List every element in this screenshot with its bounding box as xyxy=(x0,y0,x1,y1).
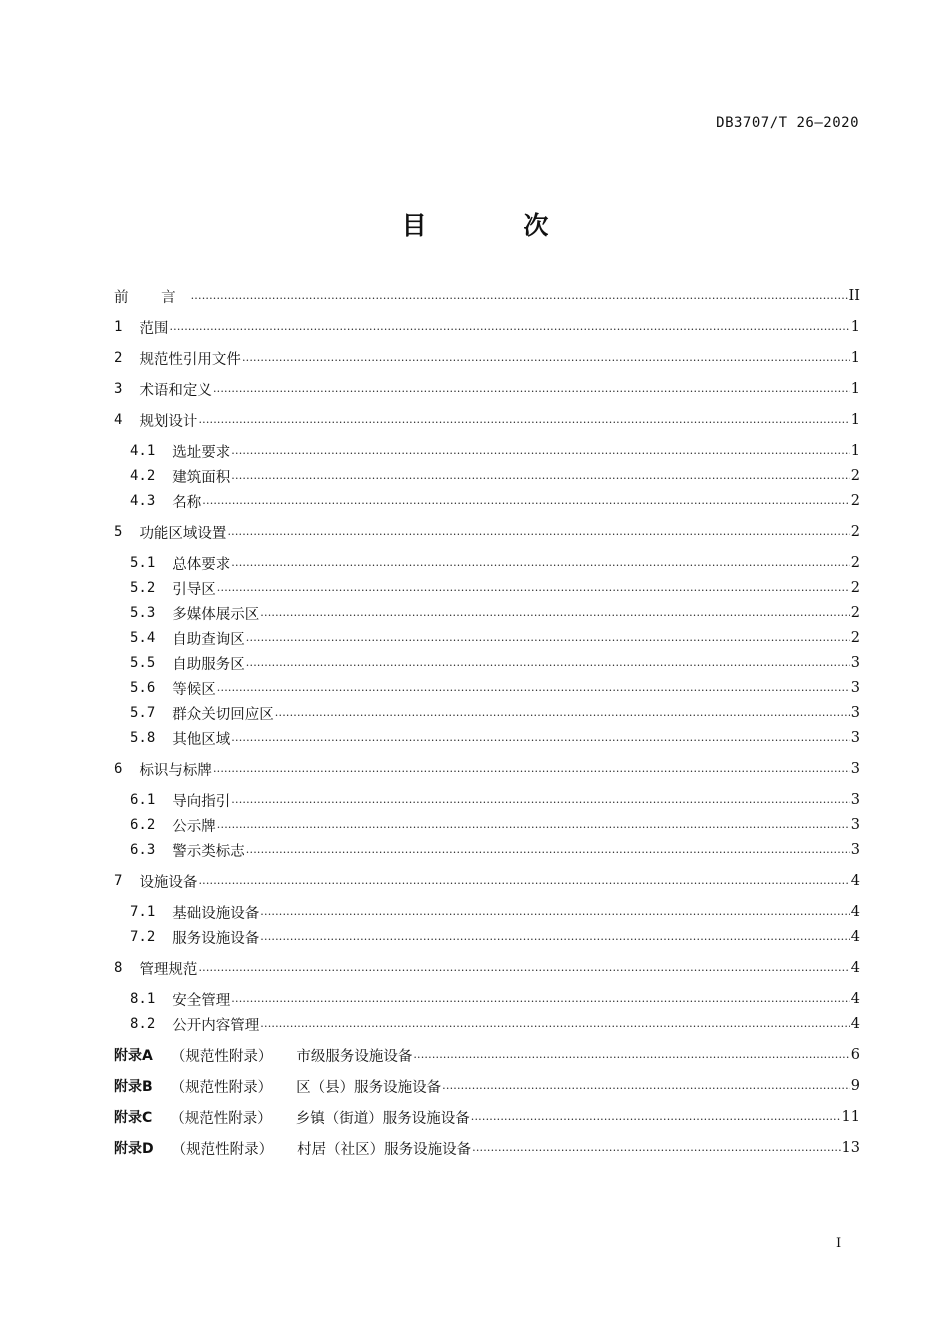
toc-subsection-entry[interactable] xyxy=(114,439,860,463)
document-number: DB3707/T 26—2020 xyxy=(716,115,859,131)
toc-entry-label: 名称 xyxy=(172,494,202,511)
toc-dot-leader xyxy=(260,931,849,949)
toc-section-entry[interactable] xyxy=(114,377,860,401)
toc-entry-number: 5.3 xyxy=(130,605,156,621)
toc-entry-label: 多媒体展示区 xyxy=(172,606,260,623)
toc-entry-number: 附录B xyxy=(114,1079,153,1095)
toc-entry-number: 7.1 xyxy=(130,904,156,920)
toc-page-number: 4 xyxy=(850,929,860,945)
toc-entry-label: 范围 xyxy=(139,320,169,337)
toc-dot-leader xyxy=(471,1111,841,1129)
toc-annex-type: （规范性附录） xyxy=(170,1048,273,1065)
toc-entry-number: 附录C xyxy=(114,1110,153,1126)
toc-annex-entry[interactable] xyxy=(114,1074,860,1098)
toc-dot-leader xyxy=(472,1142,840,1160)
toc-dot-leader xyxy=(442,1080,850,1098)
toc-annex-entry[interactable] xyxy=(114,1136,860,1160)
toc-entry-number: 7 xyxy=(114,873,123,889)
toc-entry-number: 5.5 xyxy=(130,655,156,671)
toc-section-entry[interactable] xyxy=(114,956,860,980)
page-number: I xyxy=(836,1236,842,1251)
toc-subsection-entry[interactable] xyxy=(114,676,860,700)
toc-entry-label: 其他区域 xyxy=(172,731,231,748)
toc-page-number: II xyxy=(848,288,860,304)
toc-entry-label: 自助查询区 xyxy=(172,631,245,648)
toc-page-number: 3 xyxy=(850,792,860,808)
toc-page-number: 13 xyxy=(841,1140,860,1156)
toc-page-number: 11 xyxy=(841,1109,860,1125)
toc-annex-type: （规范性附录） xyxy=(170,1079,273,1096)
toc-entry-label: 乡镇（街道）服务设施设备 xyxy=(295,1110,470,1127)
toc-dot-leader xyxy=(260,906,849,924)
toc-dot-leader xyxy=(260,607,849,625)
toc-entry-label: 公开内容管理 xyxy=(172,1017,260,1034)
toc-page-number: 3 xyxy=(850,761,860,777)
toc-entry-label: 规划设计 xyxy=(139,413,198,430)
toc-subsection-entry[interactable] xyxy=(114,601,860,625)
toc-page-number: 3 xyxy=(850,817,860,833)
toc-dot-leader xyxy=(213,383,850,401)
toc-entry-number: 附录D xyxy=(114,1141,154,1157)
toc-entry-number: 附录A xyxy=(114,1048,153,1064)
toc-page-number: 1 xyxy=(850,412,860,428)
toc-dot-leader xyxy=(231,732,849,750)
toc-dot-leader xyxy=(191,290,848,308)
toc-dot-leader xyxy=(198,875,849,893)
toc-entry-number: 5.2 xyxy=(130,580,156,596)
toc-section-entry[interactable] xyxy=(114,408,860,432)
toc-dot-leader xyxy=(227,526,849,544)
toc-page-number: 4 xyxy=(850,873,860,889)
toc-page-number: 3 xyxy=(850,680,860,696)
toc-dot-leader xyxy=(231,557,849,575)
toc-dot-leader xyxy=(246,632,850,650)
toc-entry-number: 5.1 xyxy=(130,555,156,571)
toc-page-number: 3 xyxy=(850,705,860,721)
toc-page-number: 9 xyxy=(850,1078,860,1094)
toc-subsection-entry[interactable] xyxy=(114,726,860,750)
page-title: 目 次 xyxy=(401,211,593,240)
toc-entry-number: 6.3 xyxy=(130,842,156,858)
toc-dot-leader xyxy=(217,582,850,600)
toc-subsection-entry[interactable] xyxy=(114,489,860,513)
toc-section-entry[interactable] xyxy=(114,869,860,893)
toc-entry-label: 功能区域设置 xyxy=(139,525,227,542)
toc-dot-leader xyxy=(202,495,849,513)
toc-dot-leader xyxy=(217,682,850,700)
toc-entry-number: 3 xyxy=(114,381,123,397)
toc-annex-entry[interactable] xyxy=(114,1043,860,1067)
toc-entry-label: 规范性引用文件 xyxy=(139,351,241,368)
toc-entry-number: 8 xyxy=(114,960,123,976)
toc-entry-label: 公示牌 xyxy=(172,818,216,835)
toc-page-number: 6 xyxy=(850,1047,860,1063)
toc-page-number: 1 xyxy=(850,319,860,335)
toc-dot-leader xyxy=(217,819,850,837)
toc-entry-label: 设施设备 xyxy=(139,874,198,891)
toc-section-entry[interactable] xyxy=(114,346,860,370)
toc-dot-leader xyxy=(198,414,849,432)
toc-annex-type: （规范性附录） xyxy=(170,1110,272,1127)
toc-entry-number: 4.2 xyxy=(130,468,156,484)
toc-entry-label: 等候区 xyxy=(172,681,216,698)
toc-entry-label: 选址要求 xyxy=(172,444,231,461)
toc-subsection-entry[interactable] xyxy=(114,626,860,650)
table-of-contents xyxy=(114,284,860,1160)
toc-entry-label: 自助服务区 xyxy=(172,656,245,673)
toc-page-number: 1 xyxy=(850,350,860,366)
toc-entry-label: 警示类标志 xyxy=(172,843,245,860)
toc-entry-label: 建筑面积 xyxy=(172,469,231,486)
toc-entry-number: 5.6 xyxy=(130,680,156,696)
toc-entry-label: 前 言 xyxy=(114,289,190,306)
toc-entry-label: 村居（社区）服务设施设备 xyxy=(297,1141,472,1158)
toc-entry-label: 基础设施设备 xyxy=(172,905,260,922)
toc-dot-leader xyxy=(231,445,849,463)
toc-entry-label: 市级服务设施设备 xyxy=(296,1048,413,1065)
toc-dot-leader xyxy=(242,352,850,370)
toc-dot-leader xyxy=(246,657,850,675)
toc-dot-leader xyxy=(231,470,849,488)
toc-subsection-entry[interactable] xyxy=(114,925,860,949)
toc-dot-leader xyxy=(246,844,850,862)
toc-annex-type: （规范性附录） xyxy=(171,1141,274,1158)
toc-dot-leader xyxy=(275,707,850,725)
toc-subsection-entry[interactable] xyxy=(114,987,860,1011)
toc-page-number: 2 xyxy=(850,468,860,484)
toc-annex-entry[interactable] xyxy=(114,1105,860,1129)
toc-page-number: 4 xyxy=(850,991,860,1007)
toc-entry-label: 标识与标牌 xyxy=(139,762,212,779)
toc-entry-label: 导向指引 xyxy=(172,793,231,810)
toc-entry-label: 安全管理 xyxy=(172,992,231,1009)
toc-entry-number: 6 xyxy=(114,761,123,777)
toc-page-number: 2 xyxy=(850,524,860,540)
toc-entry-number: 8.2 xyxy=(130,1016,156,1032)
toc-section-entry[interactable] xyxy=(114,520,860,544)
toc-subsection-entry[interactable] xyxy=(114,651,860,675)
toc-section-entry[interactable] xyxy=(114,284,860,308)
toc-entry-number: 8.1 xyxy=(130,991,156,1007)
toc-section-entry[interactable] xyxy=(114,757,860,781)
toc-page-number: 3 xyxy=(850,655,860,671)
toc-entry-number: 5.4 xyxy=(130,630,156,646)
toc-dot-leader xyxy=(169,321,849,339)
toc-entry-number: 4 xyxy=(114,412,123,428)
toc-subsection-entry[interactable] xyxy=(114,464,860,488)
toc-subsection-entry[interactable] xyxy=(114,701,860,725)
toc-page-number: 4 xyxy=(850,960,860,976)
toc-dot-leader xyxy=(260,1018,849,1036)
toc-entry-number: 6.1 xyxy=(130,792,156,808)
toc-entry-label: 术语和定义 xyxy=(139,382,212,399)
toc-page-number: 4 xyxy=(850,1016,860,1032)
toc-subsection-entry[interactable] xyxy=(114,900,860,924)
toc-page-number: 4 xyxy=(850,904,860,920)
toc-subsection-entry[interactable] xyxy=(114,813,860,837)
toc-entry-number: 2 xyxy=(114,350,123,366)
toc-subsection-entry[interactable] xyxy=(114,788,860,812)
toc-page-number: 2 xyxy=(850,630,860,646)
toc-entry-label: 服务设施设备 xyxy=(172,930,260,947)
toc-page-number: 3 xyxy=(850,842,860,858)
toc-entry-number: 5 xyxy=(114,524,123,540)
toc-entry-number: 5.7 xyxy=(130,705,156,721)
toc-subsection-entry[interactable] xyxy=(114,838,860,862)
toc-page-number: 2 xyxy=(850,580,860,596)
toc-entry-label: 区（县）服务设施设备 xyxy=(296,1079,442,1096)
toc-page-number: 2 xyxy=(850,555,860,571)
toc-dot-leader xyxy=(198,962,849,980)
toc-page-number: 1 xyxy=(850,443,860,459)
toc-dot-leader xyxy=(231,993,849,1011)
toc-entry-label: 群众关切回应区 xyxy=(172,706,274,723)
toc-entry-number: 6.2 xyxy=(130,817,156,833)
toc-entry-number: 5.8 xyxy=(130,730,156,746)
toc-entry-number: 7.2 xyxy=(130,929,156,945)
toc-page-number: 3 xyxy=(850,730,860,746)
toc-dot-leader xyxy=(413,1049,849,1067)
toc-entry-number: 4.3 xyxy=(130,493,156,509)
toc-dot-leader xyxy=(231,794,849,812)
toc-page-number: 1 xyxy=(850,381,860,397)
toc-entry-label: 引导区 xyxy=(172,581,216,598)
toc-page-number: 2 xyxy=(850,605,860,621)
toc-dot-leader xyxy=(213,763,850,781)
toc-subsection-entry[interactable] xyxy=(114,551,860,575)
toc-page-number: 2 xyxy=(850,493,860,509)
toc-entry-number: 4.1 xyxy=(130,443,156,459)
toc-entry-label: 管理规范 xyxy=(139,961,198,978)
toc-entry-number: 1 xyxy=(114,319,123,335)
toc-subsection-entry[interactable] xyxy=(114,1012,860,1036)
toc-entry-label: 总体要求 xyxy=(172,556,231,573)
toc-section-entry[interactable] xyxy=(114,315,860,339)
toc-subsection-entry[interactable] xyxy=(114,576,860,600)
